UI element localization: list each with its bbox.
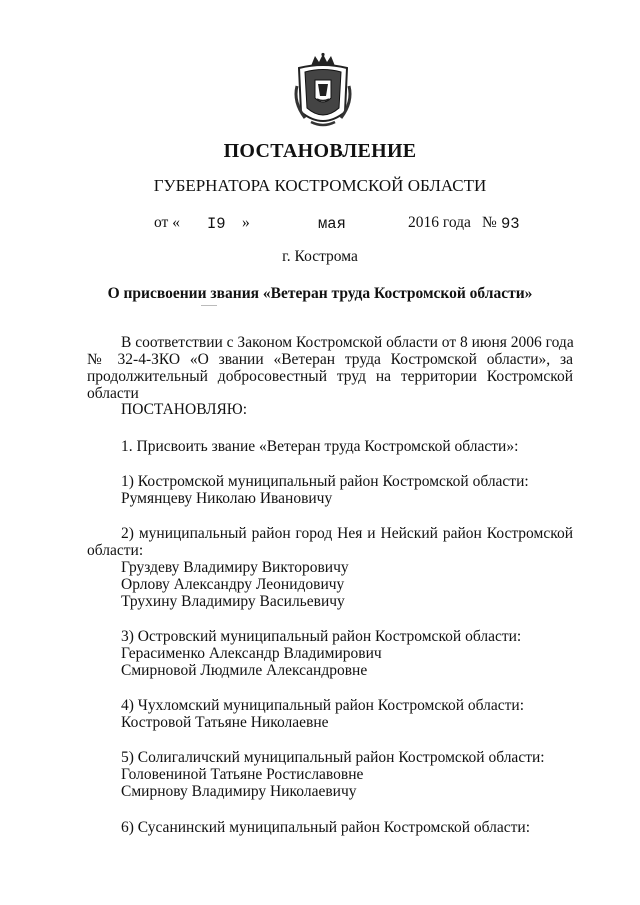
clause-1: 1. Присвоить звание «Ветеран труда Костромской области»: bbox=[121, 438, 519, 455]
date-month: мая bbox=[318, 215, 346, 233]
city-name: г. Кострома bbox=[282, 248, 358, 265]
list-item: Костровой Татьяне Николаевне bbox=[121, 714, 329, 731]
subject-title: О присвоении звания «Ветеран труда Костромской области» bbox=[107, 285, 533, 302]
list-item: Груздеву Владимиру Викторовичу bbox=[121, 559, 349, 576]
list-item: Орлову Александру Леонидовичу bbox=[121, 576, 345, 593]
section-1-heading: 1) Костромской муниципальный район Костромской области: bbox=[121, 473, 529, 490]
resolve-word: ПОСТАНОВЛЯЮ: bbox=[121, 401, 248, 418]
section-5-heading: 5) Солигаличский муниципальный район Костромской области: bbox=[121, 749, 545, 766]
list-item: Головениной Татьяне Ростиславовне bbox=[121, 766, 364, 783]
issuer-title: ГУБЕРНАТОРА КОСТРОМСКОЙ ОБЛАСТИ bbox=[153, 176, 487, 195]
preamble-line-3: продолжительный добросовестный труд на территории Костромской bbox=[87, 368, 573, 385]
preamble-line-4: области bbox=[87, 385, 139, 402]
list-item: Трухину Владимиру Васильевичу bbox=[121, 593, 345, 610]
date-year: 2016 года bbox=[408, 214, 471, 231]
document-title: ПОСТАНОВЛЕНИЕ bbox=[223, 140, 417, 162]
number-label: № bbox=[482, 214, 497, 231]
document-number: 93 bbox=[501, 215, 520, 233]
coat-of-arms-icon bbox=[291, 52, 355, 130]
list-item: Румянцеву Николаю Ивановичу bbox=[121, 490, 333, 507]
section-6-heading: 6) Сусанинский муниципальный район Костромской области: bbox=[121, 819, 530, 836]
subject-underline bbox=[201, 305, 217, 306]
section-2-heading-cont: области: bbox=[87, 542, 144, 559]
section-2-heading: 2) муниципальный район город Нея и Нейский район Костромской bbox=[121, 525, 573, 542]
list-item: Смирновой Людмиле Александровне bbox=[121, 662, 368, 679]
date-quote-close: » bbox=[242, 214, 250, 231]
list-item: Смирнову Владимиру Николаевичу bbox=[121, 783, 357, 800]
date-prefix: от « bbox=[154, 214, 180, 231]
list-item: Герасименко Александр Владимирович bbox=[121, 645, 382, 662]
preamble-line-1: В соответствии с Законом Костромской области от 8 июня 2006 года bbox=[121, 334, 574, 351]
date-day: I9 bbox=[207, 215, 226, 233]
section-4-heading: 4) Чухломский муниципальный район Костромской области: bbox=[121, 697, 525, 714]
section-3-heading: 3) Островский муниципальный район Костромской области: bbox=[121, 628, 522, 645]
preamble-line-2: № 32-4-ЗКО «О звании «Ветеран труда Костромской области», за bbox=[87, 351, 573, 368]
